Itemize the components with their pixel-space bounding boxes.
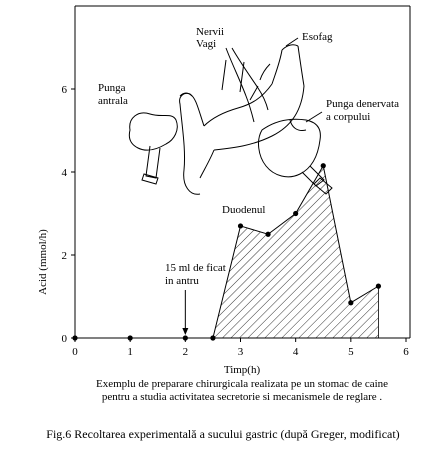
shaded-area xyxy=(213,166,378,338)
y-axis-label: Acid (mmol/h) xyxy=(37,229,49,295)
label-nervi-line1: Nervii xyxy=(196,26,225,38)
annotation-line1: 15 ml de ficat xyxy=(165,262,226,274)
label-nervi-line2: Vagi xyxy=(196,38,217,50)
shaded-area-layer xyxy=(213,166,378,338)
label-punga-denervata-line2: a corpului xyxy=(326,111,371,123)
data-point-3 xyxy=(210,335,215,340)
y-tick-label-2: 4 xyxy=(61,167,67,179)
data-point-4 xyxy=(238,223,243,228)
data-point-1 xyxy=(128,335,133,340)
data-point-5 xyxy=(265,232,270,237)
y-tick-label-0: 0 xyxy=(61,333,67,345)
vagus-nerve-2 xyxy=(232,48,268,110)
annotation-line2: in antru xyxy=(165,275,199,287)
y-tick-label-1: 2 xyxy=(61,250,67,262)
label-duodenul: Duodenul xyxy=(222,204,266,216)
x-tick-label-2: 2 xyxy=(182,346,189,358)
antral-pouch xyxy=(129,113,177,150)
data-point-7 xyxy=(321,163,326,168)
label-punga-antrala-line2: antrala xyxy=(98,95,128,107)
data-point-0 xyxy=(72,335,77,340)
punga-denervata-pointer xyxy=(306,112,322,122)
diagram-labels xyxy=(98,26,399,216)
stomach-diagram xyxy=(129,38,332,194)
figure-caption: Fig.6 Recoltarea experimentală a sucului gastric (după Greger, modificat) xyxy=(46,427,400,441)
data-point-2 xyxy=(183,335,188,340)
annotation-arrow-head xyxy=(182,328,188,335)
x-tick-label-3: 3 xyxy=(237,346,244,358)
denervated-pouch-fold xyxy=(290,120,306,131)
x-tick-label-6: 6 xyxy=(403,346,409,358)
antral-cannula xyxy=(142,146,160,184)
x-tick-label-4: 4 xyxy=(292,346,299,358)
data-point-6 xyxy=(293,211,298,216)
esophagus-shape xyxy=(272,46,304,86)
nerve-pointer xyxy=(260,64,270,80)
label-punga-antrala-line1: Punga xyxy=(98,82,126,94)
esophagus-top xyxy=(282,45,298,50)
duodenum-shape xyxy=(180,93,214,194)
x-tick-label-5: 5 xyxy=(348,346,354,358)
data-point-9 xyxy=(376,284,381,289)
label-esofag: Esofag xyxy=(302,31,333,43)
x-tick-label-0: 0 xyxy=(72,346,78,358)
denervated-pouch xyxy=(259,119,321,177)
chart-caption-line2: pentru a studia activitatea secretorie si mecanismele de reglare . xyxy=(101,391,383,403)
annotation-arrow xyxy=(182,290,188,335)
x-axis-label: Timp(h) xyxy=(223,364,261,376)
x-tick-label-1: 1 xyxy=(127,346,133,358)
y-tick-label-3: 6 xyxy=(61,84,67,96)
data-point-8 xyxy=(348,300,353,305)
chart-caption-line1: Exemplu de preparare chirurgicala realizata pe un stomac de caine xyxy=(95,378,389,390)
label-punga-denervata-line1: Punga denervata xyxy=(326,98,399,110)
